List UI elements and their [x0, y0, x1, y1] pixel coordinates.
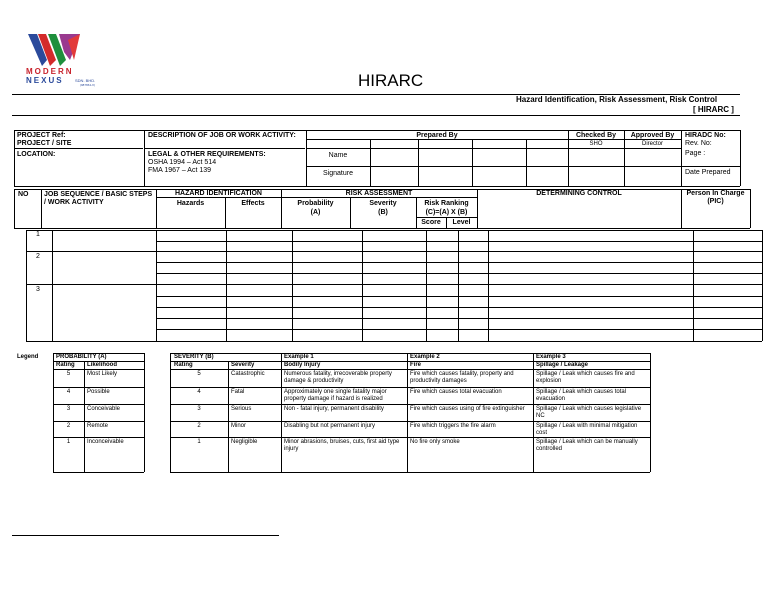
severity-bodily-injury: Numerous fatality, irrecoverable property damage & productivity [284, 371, 392, 384]
logo-text-modern: MODERN [26, 67, 74, 76]
severity-header-rating: Rating [174, 362, 193, 368]
severity-fire: Fire which causes total evacuation [410, 389, 502, 395]
description-label: DESCRIPTION OF JOB OR WORK ACTIVITY: [148, 132, 296, 139]
probability-rating: 5 [66, 371, 71, 377]
col-pic: Person In Charge (PIC) [686, 190, 745, 205]
severity-rating: 3 [197, 406, 201, 412]
probability-likelihood: Inconceivable [87, 439, 124, 445]
legal-label: LEGAL & OTHER REQUIREMENTS: [148, 151, 266, 158]
footer-signature-line [12, 535, 279, 536]
probability-rating: 1 [66, 439, 71, 445]
col-risk-assessment: RISK ASSESSMENT [345, 190, 413, 197]
legal-fma: FMA 1967 – Act 139 [148, 167, 212, 174]
project-site-label: PROJECT / SITE [17, 140, 72, 147]
subtitle-rule [12, 115, 740, 116]
legend-label: Legend [17, 354, 39, 360]
page-label: Page : [685, 150, 706, 157]
severity-bodily-injury: Approximately one single fatality major property damage if hazard is realized [284, 389, 387, 402]
severity-rating: 4 [197, 389, 201, 395]
col-determining-control: DETERMINING CONTROL [536, 190, 622, 197]
example-1-label: Example 1 [284, 354, 314, 360]
severity-rating: 2 [197, 423, 201, 429]
severity-bodily-injury: Disabling but not permanent injury [284, 423, 376, 429]
example-3-label: Example 3 [536, 354, 566, 360]
probability-rating: 2 [66, 423, 71, 429]
probability-likelihood: Remote [87, 423, 109, 429]
col-severity-sub: (B) [378, 209, 388, 216]
severity-fire: No fire only smoke [410, 439, 460, 445]
severity-header-severity: Severity [231, 362, 255, 368]
logo-text-suffix: SDN. BHD. [75, 78, 96, 83]
severity-header-bodily-injury: Bodily Injury [284, 362, 321, 368]
page-subtitle: Hazard Identification, Risk Assessment, Risk Control [516, 95, 718, 104]
rev-no-label: Rev. No: [685, 140, 712, 147]
severity-name: Fatal [231, 389, 245, 395]
severity-spillage: Spillage / Leak which causes fire and explosion [536, 371, 635, 384]
checked-by-label: Checked By [575, 132, 617, 139]
legal-osha: OSHA 1994 – Act 514 [148, 159, 217, 166]
example-2-label: Example 2 [410, 354, 440, 360]
severity-name: Serious [231, 406, 252, 412]
col-effects: Effects [241, 200, 265, 207]
severity-bodily-injury: Minor abrasions, bruises, cuts, first aid type injury [284, 439, 400, 452]
probability-header-likelihood: Likelihood [87, 362, 117, 368]
col-level: Level [452, 219, 471, 226]
logo-mark-icon [28, 34, 80, 66]
project-ref-label: PROJECT Ref: [17, 132, 66, 139]
page-subtitle-code: [ HIRARC ] [693, 105, 734, 114]
row-number: 3 [36, 286, 40, 293]
severity-name: Negligible [231, 439, 258, 445]
signature-label: Signature [323, 170, 353, 177]
col-hazard-identification: HAZARD IDENTIFICATION [175, 190, 262, 197]
hirarc-no-label: HIRADC No: [685, 132, 726, 139]
page-title: HIRARC [358, 71, 424, 90]
col-probability: Probability [297, 200, 334, 207]
severity-name: Catastrophic [231, 371, 265, 377]
probability-likelihood: Conceivable [87, 406, 121, 412]
row-number: 2 [36, 253, 40, 260]
approved-role: Director [641, 141, 663, 147]
approved-by-label: Approved By [630, 132, 675, 139]
col-hazards: Hazards [176, 200, 205, 207]
location-label: LOCATION: [17, 151, 56, 158]
severity-spillage: Spillage / Leak which can be manually controlled [536, 439, 638, 452]
col-risk-ranking: Risk Ranking [424, 200, 469, 207]
name-label: Name [328, 152, 348, 159]
probability-title: PROBABILITY (A) [56, 354, 107, 360]
col-risk-formula: (C)=(A) X (B) [425, 209, 468, 216]
probability-likelihood: Most Likely [87, 371, 118, 377]
logo-text-nexus: NEXUS [26, 76, 64, 85]
col-score: Score [421, 219, 441, 226]
severity-fire: Fire which causes fatality, property and productivity damages [410, 371, 514, 384]
col-job-sequence: JOB SEQUENCE / BASIC STEPS / WORK ACTIVITY [44, 191, 153, 206]
col-no: NO [18, 191, 29, 198]
severity-rating: 1 [197, 439, 201, 445]
probability-likelihood: Possible [87, 389, 110, 395]
severity-rating: 5 [197, 371, 201, 377]
severity-fire: Fire which causes using of fire extinguisher [410, 406, 525, 412]
severity-name: Minor [231, 423, 247, 429]
logo-text-reg: (987654-X) [80, 83, 96, 87]
row-number: 1 [36, 231, 40, 238]
severity-spillage: Spillage / Leak with minimal mitigation cost [536, 423, 638, 436]
severity-fire: Fire which triggers the fire alarm [410, 423, 496, 429]
severity-header-fire: Fire [410, 362, 422, 368]
severity-title: SEVERITY (B) [174, 354, 214, 360]
severity-spillage: Spillage / Leak which causes total evacuation [536, 389, 627, 402]
severity-spillage: Spillage / Leak which causes legislative NC [536, 406, 642, 419]
col-probability-sub: (A) [310, 209, 321, 216]
prepared-by-label: Prepared By [416, 132, 458, 139]
checked-role: SHO [589, 141, 603, 147]
probability-rating: 4 [66, 389, 71, 395]
col-severity: Severity [369, 200, 397, 207]
probability-rating: 3 [66, 406, 71, 412]
company-logo [26, 34, 106, 89]
probability-header-rating: Rating [56, 362, 75, 368]
severity-header-spillage: Spillage / Leakage [536, 362, 589, 368]
severity-bodily-injury: Non - fatal injury, permanent disability [284, 406, 384, 412]
date-prepared-label: Date Prepared [685, 169, 731, 176]
